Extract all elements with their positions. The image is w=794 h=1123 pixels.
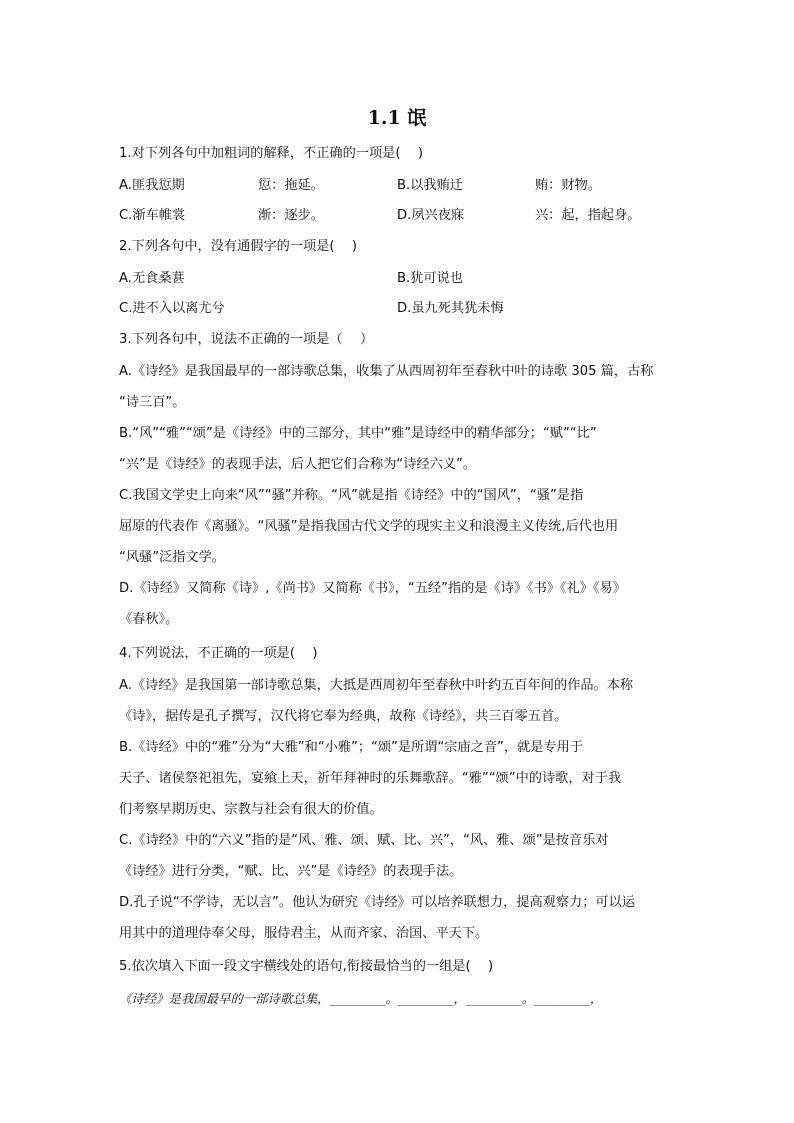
q3-option-b-line-2: “兴”是《诗经》的表现手法，后人把它们合称为“诗经六义”。 — [119, 457, 477, 472]
q1-option-b-explanation: 贿：财物。 — [535, 178, 601, 193]
q1-option-a: A.匪我愆期 — [119, 178, 185, 193]
q3-option-b-line-1: B.“风”“雅”“颂”是《诗经》中的三部分，其中“雅”是诗经中的精华部分；“赋”“比” — [119, 426, 597, 441]
q3-option-c-line-3: “风骚”泛指文学。 — [119, 550, 225, 565]
q5-passage: 《诗经》是我国最早的一部诗歌总集，_________。_________，_________。_________， — [119, 991, 603, 1006]
q1-option-d-explanation: 兴：起，指起身。 — [535, 208, 641, 223]
question-3-stem: 3.下列各句中，说法不正确的一项是（ ） — [119, 332, 374, 347]
q3-option-d-line-2: 《春秋》。 — [119, 612, 179, 627]
q3-option-c-line-2: 屈原的代表作《离骚》。“风骚”是指我国古代文学的现实主义和浪漫主义传统,后代也用 — [119, 519, 619, 534]
question-1-stem: 1.对下列各句中加粗词的解释，不正确的一项是( ) — [119, 146, 423, 161]
q2-option-b: B.犹可说也 — [397, 271, 463, 286]
q2-option-c: C.进不入以离尤兮 — [119, 301, 225, 316]
q4-option-b-line-2: 天子、诸侯祭祀祖先，宴飨上天，祈年拜神时的乐舞歌辞。“雅”“颂”中的诗歌，对于我 — [119, 771, 622, 786]
q1-option-a-explanation: 愆：拖延。 — [258, 178, 324, 193]
q1-option-c-explanation: 渐：逐步。 — [258, 208, 324, 223]
question-5-stem: 5.依次填入下面一段文字横线处的语句,衔接最恰当的一组是( ) — [119, 959, 494, 974]
question-4-stem: 4.下列说法，不正确的一项是( ) — [119, 646, 318, 661]
q1-option-d: D.夙兴夜寐 — [397, 208, 465, 223]
q4-option-d-line-2: 用其中的道理侍奉父母，服侍君主，从而齐家、治国、平天下。 — [119, 926, 489, 941]
q1-option-b: B.以我贿迁 — [397, 178, 463, 193]
q2-option-d: D.虽九死其犹未悔 — [397, 301, 504, 316]
q4-option-c-line-2: 《诗经》进行分类，“赋、比、兴”是《诗经》的表现手法。 — [119, 864, 463, 879]
q4-option-b-line-3: 们考察早期历史、宗教与社会有很大的价值。 — [119, 802, 383, 817]
q3-option-a-line-2: “诗三百”。 — [119, 395, 186, 410]
q4-option-b-line-1: B.《诗经》中的“雅”分为“大雅”和“小雅”；“颂”是所谓“宗庙之音”，就是专用于 — [119, 740, 583, 755]
q3-option-c-line-1: C.我国文学史上向来“风”“骚”并称。“风”就是指《诗经》中的“国风”，“骚”是指 — [119, 488, 584, 503]
q2-option-a: A.无食桑葚 — [119, 271, 185, 286]
q3-option-d-line-1: D.《诗经》又简称《诗》,《尚书》又简称《书》，“五经”指的是《诗》《书》《礼》《易》 — [119, 581, 626, 596]
q4-option-c-line-1: C.《诗经》中的“六义”指的是“风、雅、颂、赋、比、兴”，“风、雅、颂”是按音乐对 — [119, 833, 609, 848]
q4-option-a-line-2: 《诗》，据传是孔子撰写，汉代将它奉为经典，故称《诗经》，共三百零五首。 — [119, 709, 568, 724]
q3-option-a-line-1: A.《诗经》是我国最早的一部诗歌总集，收集了从西周初年至春秋中叶的诗歌 305 篇，古称 — [119, 364, 654, 379]
q4-option-a-line-1: A.《诗经》是我国第一部诗歌总集，大抵是西周初年至春秋中叶约五百年间的作品。本称 — [119, 678, 634, 693]
page-title: 1.1 氓 — [367, 107, 427, 129]
q4-option-d-line-1: D.孔子说“不学诗，无以言”。他认为研究《诗经》可以培养联想力，提高观察力；可以运 — [119, 895, 635, 910]
question-2-stem: 2.下列各句中，没有通假字的一项是( ) — [119, 239, 358, 254]
q1-option-c: C.渐车帷裳 — [119, 208, 186, 223]
